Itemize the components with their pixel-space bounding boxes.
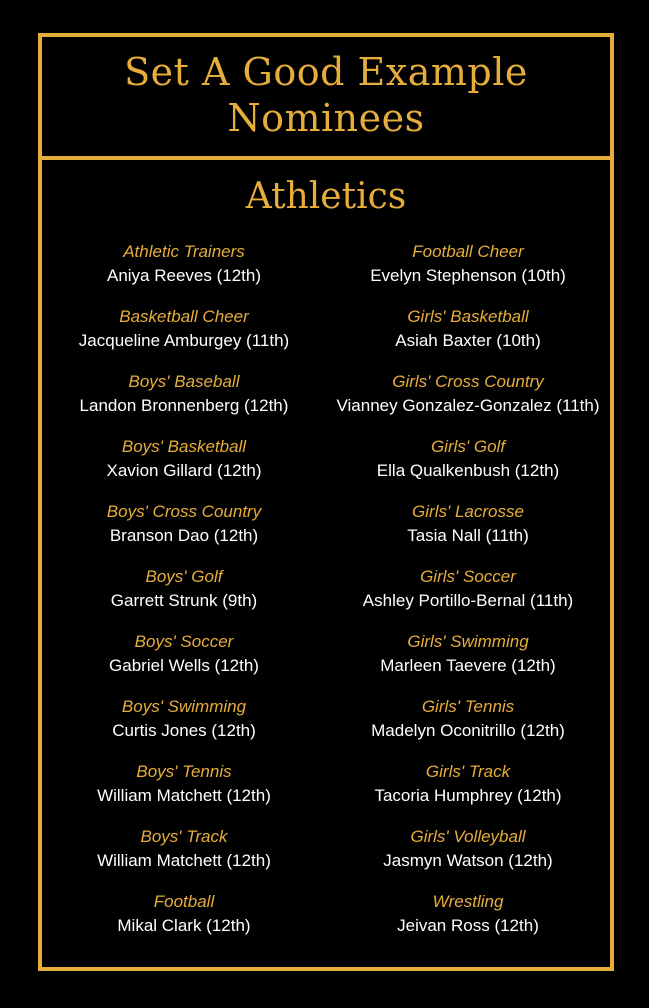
poster-header xyxy=(42,37,610,160)
sport-label: Girls' Cross Country xyxy=(392,372,544,391)
nominee-entry xyxy=(326,499,610,564)
sport-label: Wrestling xyxy=(432,892,504,911)
sport-label: Boys' Baseball xyxy=(128,372,240,391)
nominee-entry xyxy=(42,499,326,564)
sport-label: Basketball Cheer xyxy=(119,307,249,326)
nominee-name: William Matchett (12th) xyxy=(97,786,271,805)
nominee-name: Tasia Nall (11th) xyxy=(407,526,529,545)
nominee-name: Ashley Portillo-Bernal (11th) xyxy=(362,591,574,610)
sport-label: Boys' Cross Country xyxy=(106,502,262,521)
nominee-entry xyxy=(42,239,326,304)
left-nominee-column xyxy=(42,239,326,954)
title-line-2: Nominees xyxy=(227,96,425,140)
sport-label: Girls' Tennis xyxy=(421,697,515,716)
nominee-name: Evelyn Stephenson (10th) xyxy=(370,266,566,285)
sport-label: Boys' Golf xyxy=(145,567,223,586)
sport-label: Girls' Swimming xyxy=(407,632,529,651)
nominee-entry xyxy=(42,434,326,499)
nominee-name: Branson Dao (12th) xyxy=(109,526,259,545)
nominee-entry xyxy=(42,694,326,759)
sport-label: Athletic Trainers xyxy=(123,242,245,261)
nominee-name: Tacoria Humphrey (12th) xyxy=(374,786,562,805)
sport-label: Girls' Lacrosse xyxy=(412,502,524,521)
nominee-entry xyxy=(326,889,610,954)
nominee-name: Aniya Reeves (12th) xyxy=(106,266,262,285)
nominee-entry xyxy=(326,629,610,694)
nominee-entry xyxy=(42,824,326,889)
sport-label: Boys' Tennis xyxy=(136,762,232,781)
nominee-name: Curtis Jones (12th) xyxy=(112,721,256,740)
nominee-entry xyxy=(42,629,326,694)
sport-label: Boys' Swimming xyxy=(121,697,247,716)
nominee-name: Madelyn Oconitrillo (12th) xyxy=(371,721,565,740)
nominee-name: Xavion Gillard (12th) xyxy=(106,461,262,480)
nominee-entry xyxy=(326,564,610,629)
nominee-name: Jeivan Ross (12th) xyxy=(397,916,539,935)
sport-label: Boys' Soccer xyxy=(134,632,234,651)
nominee-name: Jasmyn Watson (12th) xyxy=(383,851,553,870)
nominee-entry xyxy=(326,369,610,434)
sport-label: Girls' Soccer xyxy=(420,567,516,586)
nominee-entry xyxy=(326,239,610,304)
sport-label: Girls' Golf xyxy=(430,437,506,456)
nominee-entry xyxy=(42,889,326,954)
nominee-name: Jacqueline Amburgey (11th) xyxy=(78,331,290,350)
nominee-entry xyxy=(42,759,326,824)
sport-label: Girls' Track xyxy=(425,762,511,781)
nominee-entry xyxy=(326,304,610,369)
nominee-name: William Matchett (12th) xyxy=(97,851,271,870)
nominee-name: Vianney Gonzalez-Gonzalez (11th) xyxy=(336,396,600,415)
nominee-name: Ella Qualkenbush (12th) xyxy=(376,461,560,480)
nominee-name: Marleen Taevere (12th) xyxy=(380,656,556,675)
nominee-name: Gabriel Wells (12th) xyxy=(109,656,259,675)
sport-label: Boys' Track xyxy=(140,827,228,846)
nominee-entry xyxy=(42,369,326,434)
section-heading: Athletics xyxy=(245,176,407,217)
right-nominee-column xyxy=(326,239,610,954)
nominee-name: Garrett Strunk (9th) xyxy=(110,591,258,610)
sport-label: Boys' Basketball xyxy=(121,437,247,456)
nominee-name: Mikal Clark (12th) xyxy=(117,916,251,935)
nominees-poster xyxy=(38,33,614,971)
nominee-entry xyxy=(326,694,610,759)
nominee-entry xyxy=(326,759,610,824)
sport-label: Girls' Basketball xyxy=(407,307,529,326)
nominee-entry xyxy=(42,564,326,629)
nominee-entry xyxy=(326,824,610,889)
sport-label: Football xyxy=(153,892,215,911)
nominee-entry xyxy=(326,434,610,499)
title-line-1: Set A Good Example xyxy=(124,50,528,94)
sport-label: Girls' Volleyball xyxy=(410,827,526,846)
nominee-name: Landon Bronnenberg (12th) xyxy=(79,396,289,415)
sport-label: Football Cheer xyxy=(412,242,524,261)
nominee-name: Asiah Baxter (10th) xyxy=(395,331,541,350)
nominee-entry xyxy=(42,304,326,369)
